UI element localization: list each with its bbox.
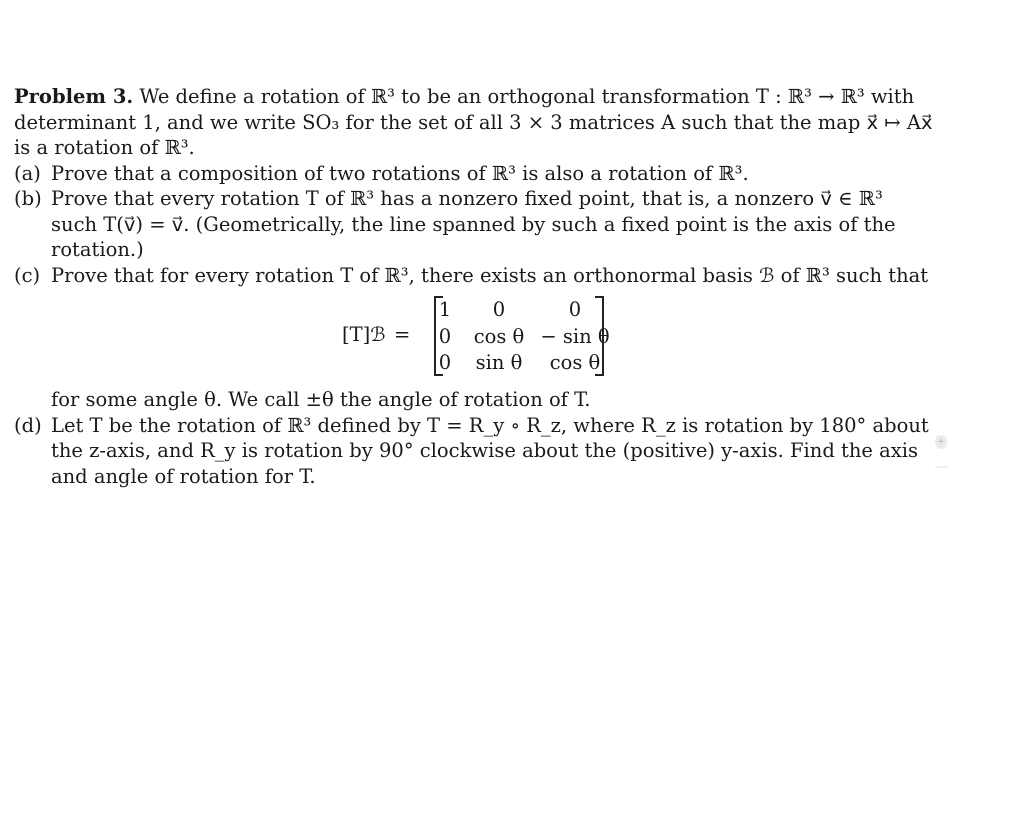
part-c-label: (c) <box>14 263 41 287</box>
matrix-cell: 0 <box>568 298 582 321</box>
part-d-text: Let T be the rotation of ℝ³ defined by T = R_y ∘ R_z, where R_z is rotation by 180° about the z-axis, and R_y is rotation by 90° clockwise about the (positive) y-axis. Find the axis and angle of rotation for T. <box>51 413 929 488</box>
matrix-cell: cos θ <box>473 325 525 348</box>
part-b-label: (b) <box>14 187 42 210</box>
rotation-matrix-equation <box>14 296 934 382</box>
scroll-marker <box>935 466 948 468</box>
problem-intro-text: We define a rotation of ℝ³ to be an orthogonal transformation T : ℝ³ → ℝ³ with determinant 1, and we write SO₃ for the set of all 3 × 3 matrices A such that the map x⃗ ↦ Ax⃗ is a rotation of ℝ³. <box>14 85 933 159</box>
matrix-cell: cos θ <box>549 351 601 374</box>
part-c-text: Prove that for every rotation T of ℝ³, there exists an orthonormal basis ℬ of ℝ³ such that <box>51 263 929 287</box>
part-a-text: Prove that a composition of two rotations of ℝ³ is also a rotation of ℝ³. <box>51 161 749 185</box>
problem-heading: Problem 3. <box>14 85 134 108</box>
rotation-matrix <box>434 296 610 376</box>
part-a-label: (a) <box>14 161 41 185</box>
matrix-cell: sin θ <box>475 351 523 374</box>
matrix-equals: = <box>394 323 411 346</box>
part-b <box>14 186 934 263</box>
matrix-cell: 1 <box>438 298 452 321</box>
part-c <box>14 263 934 289</box>
part-d-label: (d) <box>14 413 42 437</box>
part-c-continuation: for some angle θ. We call ±θ the angle of rotation of T. <box>51 388 591 411</box>
expand-icon[interactable]: + <box>935 435 947 449</box>
problem-intro <box>14 84 934 161</box>
part-a <box>14 161 934 187</box>
matrix-cell: 0 <box>492 298 506 321</box>
matrix-lhs: [T]ℬ <box>342 323 386 346</box>
matrix-cell: − sin θ <box>540 325 610 348</box>
matrix-cell: 0 <box>438 351 452 374</box>
part-b-text: Prove that every rotation T of ℝ³ has a nonzero fixed point, that is, a nonzero v⃗ ∈ ℝ³ such T(v⃗) = v⃗. (Geometrically, the line spanned by such a fixed point is the axis of the rotation.) <box>51 187 896 261</box>
part-d <box>14 413 934 490</box>
problem-text <box>14 84 934 489</box>
matrix-cell: 0 <box>438 325 452 348</box>
